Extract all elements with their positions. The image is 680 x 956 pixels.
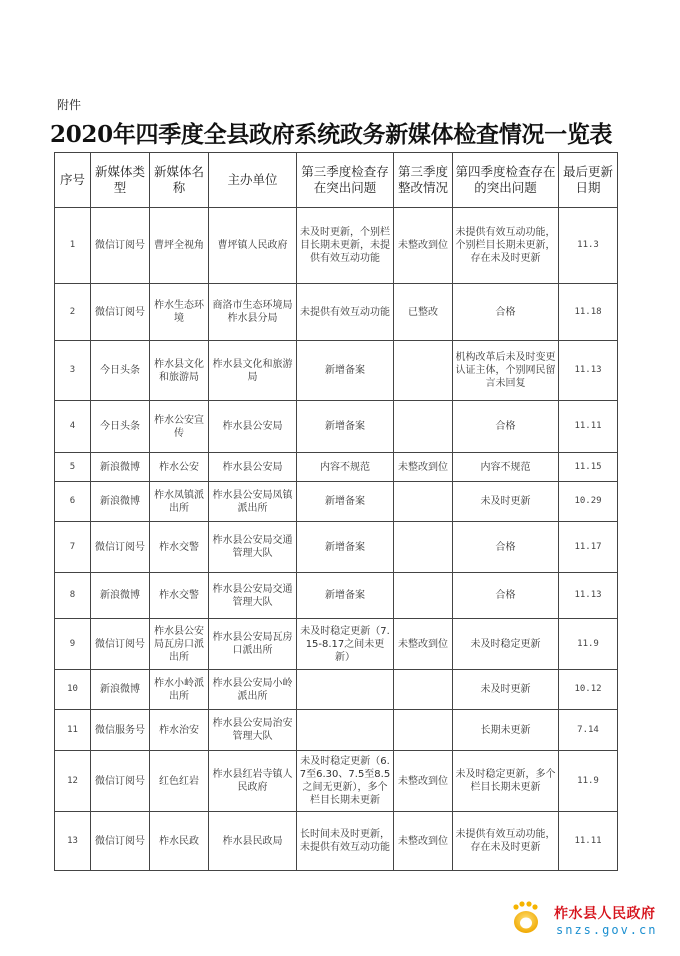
cell-q3-rectification: [394, 573, 453, 619]
cell-q3-rectification: [394, 670, 453, 710]
cell-q3-issues: 长时间未及时更新，未提供有效互动功能: [297, 812, 394, 871]
cell-last-update: 11.11: [559, 401, 618, 453]
cell-index: 6: [55, 482, 91, 522]
cell-last-update: 11.11: [559, 812, 618, 871]
cell-media-type: 微信服务号: [91, 710, 150, 751]
cell-host-unit: 柞水县公安局瓦房口派出所: [209, 619, 297, 670]
cell-last-update: 11.17: [559, 522, 618, 573]
cell-media-type: 微信订阅号: [91, 208, 150, 284]
cell-media-name: 柞水凤镇派出所: [150, 482, 209, 522]
header-row: [55, 153, 618, 208]
cell-media-type: 新浪微博: [91, 573, 150, 619]
cell-host-unit: 柞水县公安局: [209, 401, 297, 453]
cell-host-unit: 商洛市生态环境局柞水县分局: [209, 284, 297, 341]
cell-index: 11: [55, 710, 91, 751]
cell-media-type: 新浪微博: [91, 482, 150, 522]
cell-index: 8: [55, 573, 91, 619]
cell-q4-issues: 未及时更新: [453, 670, 559, 710]
cell-index: 10: [55, 670, 91, 710]
cell-media-name: 柞水县公安局瓦房口派出所: [150, 619, 209, 670]
cell-host-unit: 柞水县公安局小岭派出所: [209, 670, 297, 710]
cell-media-name: 柞水交警: [150, 573, 209, 619]
cell-q3-rectification: 未整改到位: [394, 208, 453, 284]
cell-media-type: 微信订阅号: [91, 751, 150, 812]
table-row: [55, 751, 618, 812]
cell-q3-rectification: 未整改到位: [394, 751, 453, 812]
cell-q4-issues: 合格: [453, 522, 559, 573]
cell-q3-rectification: [394, 710, 453, 751]
cell-host-unit: 曹坪镇人民政府: [209, 208, 297, 284]
header-media-name: 新媒体名称: [150, 153, 209, 208]
cell-index: 13: [55, 812, 91, 871]
table-row: [55, 341, 618, 401]
cell-media-name: 柞水公安宣传: [150, 401, 209, 453]
cell-host-unit: 柞水县公安局治安管理大队: [209, 710, 297, 751]
cell-q4-issues: 未及时更新: [453, 482, 559, 522]
cell-index: 2: [55, 284, 91, 341]
cell-media-type: 微信订阅号: [91, 284, 150, 341]
cell-q3-rectification: 未整改到位: [394, 619, 453, 670]
cell-q3-rectification: [394, 401, 453, 453]
table-row: [55, 482, 618, 522]
cell-media-name: 柞水治安: [150, 710, 209, 751]
table-row: [55, 710, 618, 751]
cell-q3-rectification: [394, 341, 453, 401]
cell-q3-issues: [297, 710, 394, 751]
site-url: snzs.gov.cn: [556, 923, 658, 937]
cell-media-name: 柞水小岭派出所: [150, 670, 209, 710]
cell-index: 1: [55, 208, 91, 284]
cell-q3-issues: 未提供有效互动功能: [297, 284, 394, 341]
table-row: [55, 812, 618, 871]
cell-last-update: 11.9: [559, 751, 618, 812]
cell-last-update: 11.3: [559, 208, 618, 284]
cell-q3-issues: 未及时稳定更新（6.7至6.30、7.5至8.5之间无更新），多个栏目长期未更新: [297, 751, 394, 812]
site-watermark: [502, 893, 672, 945]
cell-last-update: 11.18: [559, 284, 618, 341]
page-title: 2020年四季度全县政府系统政务新媒体检查情况一览表: [50, 121, 613, 148]
table-row: [55, 208, 618, 284]
cell-q3-issues: 新增备案: [297, 573, 394, 619]
cell-last-update: 10.29: [559, 482, 618, 522]
cell-last-update: 11.13: [559, 341, 618, 401]
cell-last-update: 11.9: [559, 619, 618, 670]
cell-q3-issues: 新增备案: [297, 482, 394, 522]
cell-host-unit: 柞水县文化和旅游局: [209, 341, 297, 401]
cell-last-update: 7.14: [559, 710, 618, 751]
header-media-type: 新媒体类型: [91, 153, 150, 208]
cell-q3-rectification: 未整改到位: [394, 453, 453, 482]
cell-q3-issues: 新增备案: [297, 341, 394, 401]
table-row: [55, 284, 618, 341]
cell-media-name: 柞水县文化和旅游局: [150, 341, 209, 401]
cell-last-update: 11.13: [559, 573, 618, 619]
cell-host-unit: 柞水县公安局交通管理大队: [209, 522, 297, 573]
paw-print-logo-icon: [512, 901, 542, 935]
cell-media-name: 曹坪全视角: [150, 208, 209, 284]
cell-q3-rectification: [394, 482, 453, 522]
cell-media-type: 新浪微博: [91, 670, 150, 710]
table-row: [55, 573, 618, 619]
cell-index: 12: [55, 751, 91, 812]
attachment-label: 附件: [57, 98, 82, 112]
inspection-table: [54, 152, 618, 871]
cell-media-type: 微信订阅号: [91, 812, 150, 871]
cell-q3-issues: [297, 670, 394, 710]
cell-q3-issues: 未及时更新，个别栏目长期未更新，未提供有效互动功能: [297, 208, 394, 284]
site-name: 柞水县人民政府: [554, 906, 656, 922]
cell-q3-rectification: 未整改到位: [394, 812, 453, 871]
cell-host-unit: 柞水县公安局交通管理大队: [209, 573, 297, 619]
cell-media-type: 微信订阅号: [91, 522, 150, 573]
cell-q3-rectification: [394, 522, 453, 573]
cell-index: 4: [55, 401, 91, 453]
header-q4-issues: 第四季度检查存在的突出问题: [453, 153, 559, 208]
cell-q3-issues: 内容不规范: [297, 453, 394, 482]
cell-q4-issues: 未及时稳定更新，多个栏目长期未更新: [453, 751, 559, 812]
cell-q3-rectification: 已整改: [394, 284, 453, 341]
cell-q3-issues: 未及时稳定更新（7.15-8.17之间未更新）: [297, 619, 394, 670]
table-row: [55, 401, 618, 453]
cell-media-type: 今日头条: [91, 401, 150, 453]
header-host-unit: 主办单位: [209, 153, 297, 208]
cell-index: 5: [55, 453, 91, 482]
cell-q3-issues: 新增备案: [297, 522, 394, 573]
cell-host-unit: 柞水县红岩寺镇人民政府: [209, 751, 297, 812]
cell-q4-issues: 未提供有效互动功能，个别栏目长期未更新，存在未及时更新: [453, 208, 559, 284]
cell-host-unit: 柞水县公安局: [209, 453, 297, 482]
cell-media-name: 柞水民政: [150, 812, 209, 871]
header-index: 序号: [55, 153, 91, 208]
header-q3-issues: 第三季度检查存在突出问题: [297, 153, 394, 208]
cell-last-update: 11.15: [559, 453, 618, 482]
cell-q4-issues: 合格: [453, 284, 559, 341]
cell-q4-issues: 未提供有效互动功能，存在未及时更新: [453, 812, 559, 871]
cell-index: 7: [55, 522, 91, 573]
table-row: [55, 453, 618, 482]
cell-media-type: 新浪微博: [91, 453, 150, 482]
cell-q4-issues: 机构改革后未及时变更认证主体，个别网民留言未回复: [453, 341, 559, 401]
table-row: [55, 619, 618, 670]
cell-host-unit: 柞水县公安局凤镇派出所: [209, 482, 297, 522]
cell-media-name: 柞水生态环境: [150, 284, 209, 341]
cell-last-update: 10.12: [559, 670, 618, 710]
cell-index: 3: [55, 341, 91, 401]
cell-media-name: 红色红岩: [150, 751, 209, 812]
cell-q4-issues: 未及时稳定更新: [453, 619, 559, 670]
cell-media-type: 今日头条: [91, 341, 150, 401]
cell-q4-issues: 合格: [453, 573, 559, 619]
table-row: [55, 670, 618, 710]
cell-q4-issues: 内容不规范: [453, 453, 559, 482]
header-last-update: 最后更新日期: [559, 153, 618, 208]
cell-q4-issues: 长期未更新: [453, 710, 559, 751]
cell-media-name: 柞水公安: [150, 453, 209, 482]
cell-q3-issues: 新增备案: [297, 401, 394, 453]
cell-media-name: 柞水交警: [150, 522, 209, 573]
cell-host-unit: 柞水县民政局: [209, 812, 297, 871]
table-row: [55, 522, 618, 573]
cell-q4-issues: 合格: [453, 401, 559, 453]
cell-media-type: 微信订阅号: [91, 619, 150, 670]
header-q3-rectification: 第三季度整改情况: [394, 153, 453, 208]
cell-index: 9: [55, 619, 91, 670]
